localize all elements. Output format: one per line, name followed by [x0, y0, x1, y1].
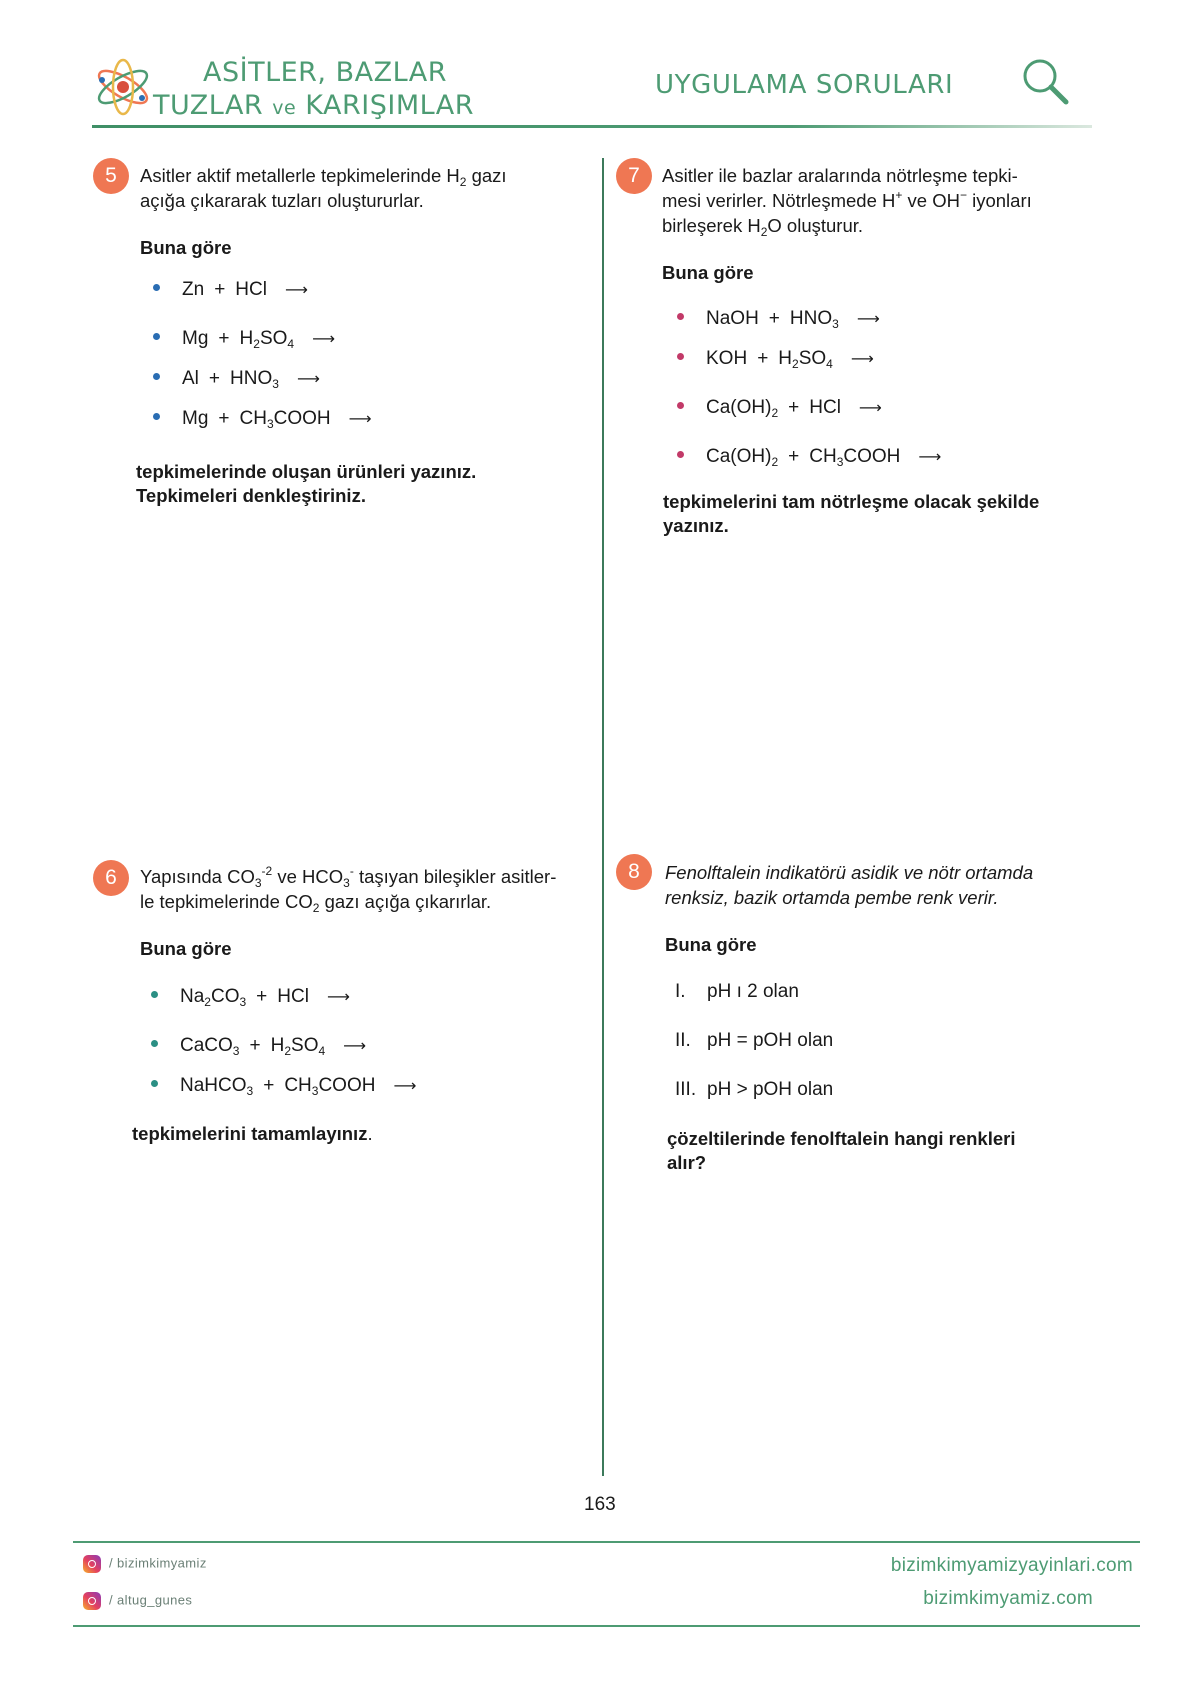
bullet-icon — [677, 313, 684, 320]
header-title-line2: TUZLAR ve KARIŞIMLAR — [153, 90, 475, 121]
bullet-icon — [153, 373, 160, 380]
question-7-instruction: tepkimelerini tam nötrleşme olacak şekilde yazınız. — [663, 491, 1040, 536]
q8-item-2: II. pH = pOH olan — [675, 1030, 834, 1051]
header-rule — [92, 125, 1092, 128]
arrow-icon: ⟶ — [393, 1078, 417, 1095]
column-divider — [602, 158, 604, 1476]
instagram-icon — [83, 1555, 101, 1573]
q5-reaction-2: $Mg + H_2SO_4$ ⟶ — [153, 327, 335, 352]
atom-logo-icon — [92, 58, 154, 116]
bullet-icon — [151, 1040, 158, 1047]
q5-reaction-3: $Al + HNO_3$ ⟶ — [153, 367, 320, 392]
question-8-number: 8 — [616, 854, 652, 890]
question-7-text: Asitler ile bazlar aralarında nötrleşme tepki- mesi verirler. Nötrleşmede H+ ve OH− iyonları birleşerek $H_2O$ oluşturur. — [662, 165, 1032, 239]
question-8-text: Fenolftalein indikatörü asidik ve nötr ortamda renksiz, bazik ortamda pembe renk verir. — [665, 862, 1034, 908]
q6-reaction-1: $Na_2CO_3$ + HCl ⟶ — [151, 985, 350, 1010]
question-5-text: Asitler aktif metallerle tepkimelerinde $H_2$ gazı açığa çıkararak tuzları oluştururlar. — [140, 165, 507, 211]
footer-rule-bottom — [73, 1625, 1140, 1627]
q5-reaction-4: $Mg + CH_3COOH$ ⟶ — [153, 407, 372, 432]
bullet-icon — [677, 353, 684, 360]
section-title: UYGULAMA SORULARI — [655, 70, 954, 100]
question-6-label: Buna göre — [140, 938, 232, 959]
bullet-icon — [153, 413, 160, 420]
arrow-icon: ⟶ — [296, 371, 320, 388]
question-6-text: Yapısında $CO_3^{-2}$ ve $HCO_3^-$ taşıyan bileşikler asitler- le tepkimelerinde $CO_2$ gazı açığa çıkarırlar. — [140, 864, 557, 915]
question-5-label: Buna göre — [140, 237, 232, 258]
question-5-number: 5 — [93, 158, 129, 194]
social-handle-1[interactable]: / bizimkimyamiz — [83, 1555, 207, 1573]
bullet-icon — [153, 333, 160, 340]
question-6-number: 6 — [93, 860, 129, 896]
bullet-icon — [677, 451, 684, 458]
question-5-instruction: tepkimelerinde oluşan ürünleri yazınız. Tepkimeleri denkleştiriniz. — [136, 461, 477, 506]
q7-reaction-2: KOH + $H_2SO_4$ ⟶ — [677, 347, 874, 372]
header-title — [153, 56, 533, 125]
arrow-icon: ⟶ — [312, 331, 336, 348]
bullet-icon — [677, 402, 684, 409]
arrow-icon: ⟶ — [918, 449, 942, 466]
header-title-line1: ASİTLER, BAZLAR — [203, 57, 447, 88]
q7-reaction-1: NaOH + $HNO_3$ ⟶ — [677, 307, 880, 332]
q7-reaction-3: $Ca(OH)_2$ + HCl ⟶ — [677, 396, 882, 421]
bullet-icon — [151, 991, 158, 998]
question-7-number: 7 — [616, 158, 652, 194]
arrow-icon: ⟶ — [856, 311, 880, 328]
bullet-icon — [151, 1080, 158, 1087]
arrow-icon: ⟶ — [284, 282, 308, 299]
q8-item-1: I. pH ı 2 olan — [675, 981, 799, 1002]
arrow-icon: ⟶ — [850, 351, 874, 368]
site-link-1[interactable]: bizimkimyamizyayinlari.com — [890, 1555, 1133, 1576]
q8-item-3: III. pH > pOH olan — [675, 1079, 834, 1100]
arrow-icon: ⟶ — [348, 411, 372, 428]
arrow-icon: ⟶ — [858, 400, 882, 417]
q7-reaction-4: $Ca(OH)_2$ + $CH_3COOH$ ⟶ — [677, 445, 941, 470]
q6-reaction-3: NaHCO$_3$ + $CH_3COOH$ ⟶ — [151, 1074, 416, 1099]
question-7-label: Buna göre — [662, 262, 754, 283]
social-handle-2[interactable]: / altug_gunes — [83, 1592, 192, 1610]
arrow-icon: ⟶ — [326, 989, 350, 1006]
footer-rule-top — [73, 1541, 1140, 1543]
q6-reaction-2: CaCO$_3$ + $H_2SO_4$ ⟶ — [151, 1034, 366, 1059]
instagram-icon — [83, 1592, 101, 1610]
question-6-instruction: tepkimelerini tamamlayınız. — [132, 1123, 373, 1144]
magnifier-icon — [1020, 56, 1072, 108]
arrow-icon: ⟶ — [343, 1038, 367, 1055]
q5-reaction-1: Zn + HCl ⟶ — [153, 278, 308, 303]
question-8-instruction: çözeltilerinde fenolftalein hangi renkleri alır? — [667, 1128, 1016, 1173]
site-link-2[interactable]: bizimkimyamiz.com — [923, 1588, 1093, 1609]
question-8-label: Buna göre — [665, 934, 757, 955]
bullet-icon — [153, 284, 160, 291]
page-number: 163 — [584, 1494, 616, 1515]
